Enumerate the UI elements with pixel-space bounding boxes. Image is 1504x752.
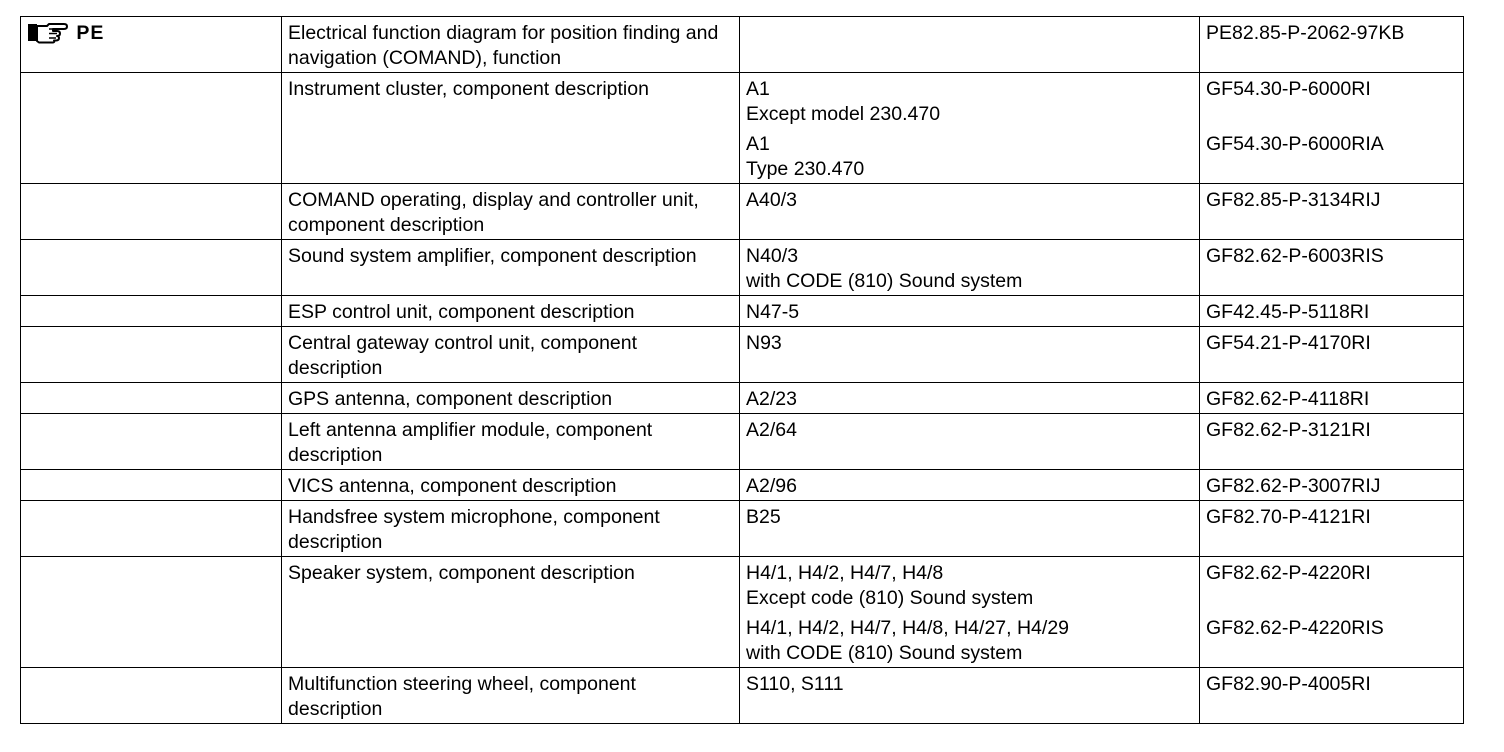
row-description-cell [282,501,740,557]
row-blank-cell [21,73,282,184]
designation-code: A1 [746,133,770,155]
row-description: Central gateway control unit, component description [288,332,638,379]
table-row [21,414,1464,470]
table-row [21,557,1464,668]
row-designation-cell [740,470,1200,501]
row-document-cell [1200,73,1464,184]
row-blank-cell [21,296,282,327]
row-blank-cell [21,383,282,414]
header-title [282,17,740,73]
designation-entry [746,418,1193,443]
document-number: GF82.70-P-4121RI [1206,506,1371,528]
table-row [21,73,1464,184]
document-number: GF82.85-P-3134RIJ [1206,189,1381,211]
row-designation-cell [740,184,1200,240]
row-blank-cell [21,240,282,296]
row-document-cell [1200,296,1464,327]
pointing-hand-icon [27,21,69,52]
designation-code: N47-5 [746,301,800,323]
designation-entry [746,672,1193,697]
row-description-cell [282,470,740,501]
row-document-cell [1200,501,1464,557]
row-description: Multifunction steering wheel, component description [288,673,636,720]
row-designation-cell [740,240,1200,296]
row-designation-cell [740,414,1200,470]
document-number: GF82.62-P-3121RI [1206,419,1371,441]
designation-entry [746,331,1193,356]
document-number: GF82.62-P-4220RIS [1206,617,1384,639]
designation-entry [746,188,1193,213]
document-entry [1206,188,1457,213]
row-description-cell [282,668,740,724]
document-number: GF54.30-P-6000RIA [1206,133,1384,155]
row-description: VICS antenna, component description [288,475,617,497]
row-blank-cell [21,414,282,470]
row-description-cell [282,296,740,327]
row-description-cell [282,240,740,296]
designation-code: H4/1, H4/2, H4/7, H4/8 [746,562,944,584]
document-entry [1206,474,1457,499]
designation-entry [746,132,1193,182]
designation-code: H4/1, H4/2, H4/7, H4/8, H4/27, H4/29 [746,617,1070,639]
designation-note: Except code (810) Sound system [746,587,1034,609]
row-description: GPS antenna, component description [288,388,613,410]
table-row [21,184,1464,240]
row-designation-cell [740,73,1200,184]
row-description: Left antenna amplifier module, component description [288,419,653,466]
component-reference-table [20,16,1464,724]
document-entry [1206,244,1457,269]
document-number: GF82.62-P-4220RI [1206,562,1371,584]
document-number: GF42.45-P-5118RI [1206,301,1370,323]
document-number: GF82.90-P-4005RI [1206,673,1371,695]
document-spacer [1206,586,1457,611]
document-number: GF82.62-P-3007RIJ [1206,475,1381,497]
row-document-cell [1200,327,1464,383]
row-blank-cell [21,668,282,724]
row-blank-cell [21,327,282,383]
table-row [21,240,1464,296]
row-description-cell [282,73,740,184]
row-description: Speaker system, component description [288,562,635,584]
document-number: GF82.62-P-4118RI [1206,388,1370,410]
designation-code: N40/3 [746,245,799,267]
header-document-number: PE82.85-P-2062-97KB [1206,22,1405,44]
document-number: GF54.21-P-4170RI [1206,332,1371,354]
designation-code: A40/3 [746,189,797,211]
document-entry [1206,418,1457,443]
header-row [21,17,1464,73]
row-document-cell [1200,240,1464,296]
row-description-cell [282,184,740,240]
designation-entry [746,387,1193,412]
table-row [21,383,1464,414]
document-entry [1206,132,1457,157]
designation-entry [746,474,1193,499]
row-description-cell [282,383,740,414]
designation-code: A2/96 [746,475,797,497]
row-description: Handsfree system microphone, component description [288,506,660,553]
document-entry [1206,77,1457,127]
document-entry [1206,616,1457,641]
document-number: GF82.62-P-6003RIS [1206,245,1384,267]
row-blank-cell [21,557,282,668]
designation-code: A1 [746,78,770,100]
row-designation-cell [740,383,1200,414]
row-designation-cell [740,327,1200,383]
row-document-cell [1200,668,1464,724]
document-spacer [1206,102,1457,127]
designation-entry [746,505,1193,530]
designation-note: with CODE (810) Sound system [746,642,1023,664]
header-title-text: Electrical function diagram for position finding and navigation (COMAND), function [288,22,719,69]
document-entry [1206,561,1457,611]
designation-entry [746,616,1193,666]
row-document-cell [1200,470,1464,501]
table-row [21,470,1464,501]
designation-entry [746,244,1193,294]
header-empty-cell [740,17,1200,73]
designation-note: Type 230.470 [746,158,865,180]
header-document [1200,17,1464,73]
row-description: COMAND operating, display and controller unit, component description [288,189,699,236]
designation-entry [746,77,1193,127]
row-designation-cell [740,296,1200,327]
designation-code: A2/64 [746,419,797,441]
row-description-cell [282,414,740,470]
row-designation-cell [740,668,1200,724]
row-description-cell [282,557,740,668]
table-row [21,501,1464,557]
row-blank-cell [21,501,282,557]
row-description: ESP control unit, component description [288,301,635,323]
row-description: Instrument cluster, component description [288,78,649,100]
table-body [21,17,1464,724]
row-document-cell [1200,557,1464,668]
pe-label: PE [76,22,105,44]
row-blank-cell [21,184,282,240]
document-entry [1206,672,1457,697]
designation-code: S110, S111 [746,673,844,695]
designation-note: with CODE (810) Sound system [746,270,1023,292]
row-document-cell [1200,414,1464,470]
row-document-cell [1200,383,1464,414]
document-entry [1206,387,1457,412]
designation-entry [746,300,1193,325]
designation-code: N93 [746,332,782,354]
row-designation-cell [740,501,1200,557]
table-row [21,668,1464,724]
document-number: GF54.30-P-6000RI [1206,78,1371,100]
row-description: Sound system amplifier, component description [288,245,697,267]
designation-note: Except model 230.470 [746,103,941,125]
pe-cell [21,17,282,73]
designation-entry [746,561,1193,611]
document-entry [1206,300,1457,325]
designation-code: A2/23 [746,388,797,410]
row-designation-cell [740,557,1200,668]
document-entry [1206,505,1457,530]
row-blank-cell [21,470,282,501]
document-entry [1206,331,1457,356]
row-document-cell [1200,184,1464,240]
row-description-cell [282,327,740,383]
table-row [21,327,1464,383]
table-row [21,296,1464,327]
designation-code: B25 [746,506,781,528]
